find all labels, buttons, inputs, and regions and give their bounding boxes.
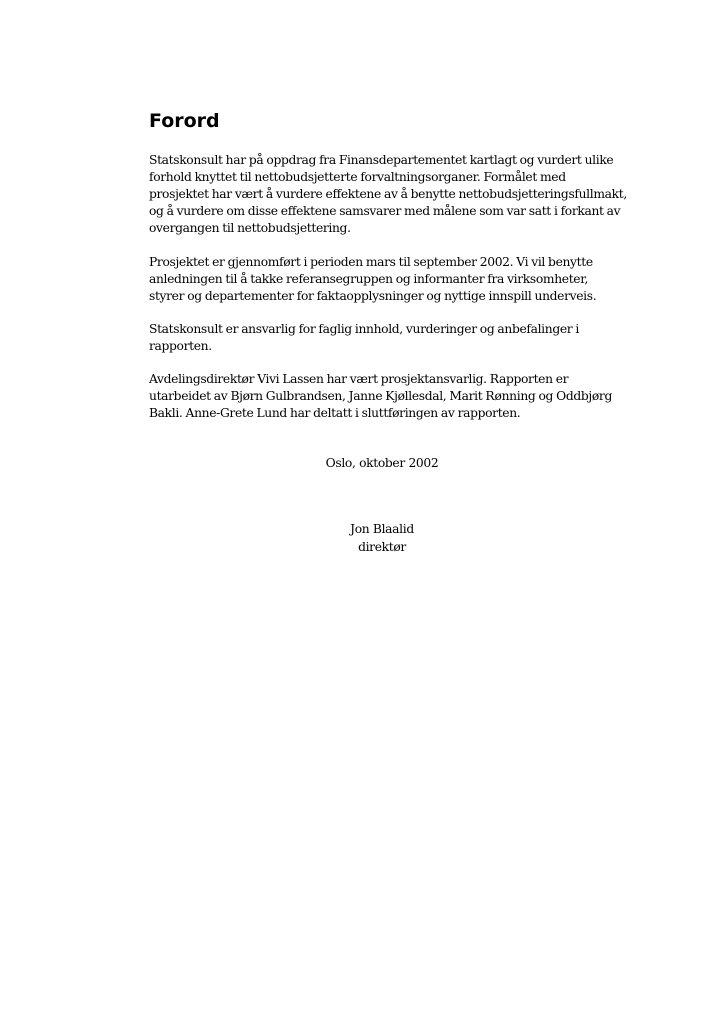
paragraph-line: styrer og departementer for faktaopplysninger og nyttige innspill underveis. bbox=[149, 289, 597, 303]
paragraph-line: overgangen til nettobudsjettering. bbox=[149, 221, 351, 235]
paragraph-line: Avdelingsdirektør Vivi Lassen har vært prosjektansvarlig. Rapporten er bbox=[149, 372, 569, 386]
paragraph-line: Prosjektet er gjennomført i perioden mars til september 2002. Vi vil benytte bbox=[149, 255, 593, 269]
paragraph-authors bbox=[149, 371, 619, 422]
paragraph-line: anledningen til å takke referansegruppen og informanter fra virksomheter, bbox=[149, 272, 588, 286]
signature-title: direktør bbox=[358, 540, 406, 554]
signature-name: Jon Blaalid bbox=[350, 522, 414, 536]
paragraph-period bbox=[149, 254, 619, 305]
paragraph-line: forhold knyttet til nettobudsjetterte forvaltningsorganer. Formålet med bbox=[149, 170, 566, 184]
page-title: Forord bbox=[149, 110, 220, 132]
paragraph-line: utarbeidet av Bjørn Gulbrandsen, Janne Kjøllesdal, Marit Rønning og Oddbjørg bbox=[149, 389, 612, 403]
paragraph-intro bbox=[149, 152, 627, 237]
paragraph-line: Statskonsult er ansvarlig for faglig innhold, vurderinger og anbefalinger i bbox=[149, 322, 579, 336]
paragraph-responsibility bbox=[149, 321, 619, 355]
paragraph-line: og å vurdere om disse effektene samsvarer med målene som var satt i forkant av bbox=[149, 204, 621, 218]
paragraph-line: Statskonsult har på oppdrag fra Finansdepartementet kartlagt og vurdert ulike bbox=[149, 153, 614, 167]
paragraph-line: Bakli. Anne-Grete Lund har deltatt i sluttføringen av rapporten. bbox=[149, 406, 521, 420]
place-date: Oslo, oktober 2002 bbox=[325, 456, 439, 470]
paragraph-line: prosjektet har vært å vurdere effektene av å benytte nettobudsjetteringsfullmakt, bbox=[149, 187, 627, 201]
paragraph-line: rapporten. bbox=[149, 339, 212, 353]
